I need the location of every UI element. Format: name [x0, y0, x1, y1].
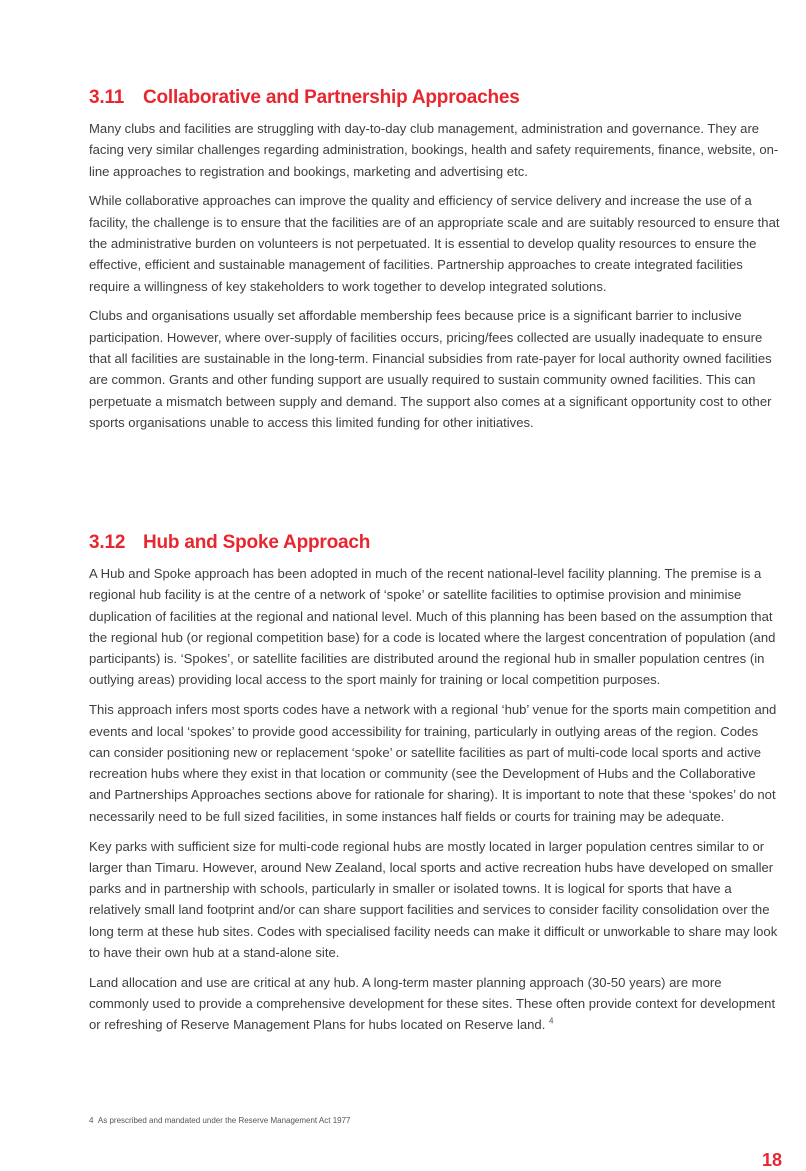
paragraph: Many clubs and facilities are struggling with day-to-day club management, administration and governance. They are facing very similar challenges regarding administration, bookings, health and safety requirements, finance, website, on-line approaches to registration and bookings, marketing and advertising etc. [89, 121, 779, 179]
paragraph: A Hub and Spoke approach has been adopted in much of the recent national-level facility planning. The premise is a regional hub facility is at the centre of a network of ‘spoke’ or satellite facilities to optimise provision and minimise duplication of facilities at the regional and national level. Much of this planning has been based on the assumption that the regional hub (or regional competition base) for a code is located where the largest concentration of population (and participants) is. ‘Spokes’, or satellite facilities are distributed around the regional hub in smaller population centres (in outlying areas) providing local access to the sport mainly for training or local competition purposes. [89, 566, 776, 688]
footnote [89, 1115, 689, 1127]
section-collaborative-partnership [89, 86, 781, 442]
section-title: Hub and Spoke Approach [143, 532, 371, 553]
footnote-reference[interactable]: 4 [549, 1017, 554, 1027]
section-number: 3.11 [89, 87, 125, 108]
page-number: 18 [761, 1150, 782, 1170]
footnote-text: As prescribed and mandated under the Reserve Management Act 1977 [97, 1116, 351, 1125]
section-title: Collaborative and Partnership Approaches [143, 87, 520, 108]
paragraph [89, 972, 781, 1036]
section-heading [89, 531, 781, 555]
paragraph: Key parks with sufficient size for multi-code regional hubs are mostly located in larger population centres similar to or larger than Timaru. However, around New Zealand, local sports and active recreation hubs have developed on smaller parks and in partnership with schools, particularly in smaller or isolated towns. It is logical for sports that have a relatively small land footprint and/or can share support facilities and services to consider facility consolidation over the long term at these hub sites. Codes with specialised facility needs can make it difficult or unworkable to share may look to have their own hub at a stand-alone site. [89, 838, 778, 961]
section-hub-and-spoke [89, 531, 781, 1044]
paragraph-text: Land allocation and use are critical at any hub. A long-term master planning approach (30-50 years) are more commonly used to provide a comprehensive development for these sites. These often provide context for development or refreshing of Reserve Management Plans for hubs located on Reserve land. [89, 974, 776, 1033]
section-heading [89, 86, 781, 110]
paragraph: Clubs and organisations usually set affordable membership fees because price is a significant barrier to inclusive participation. However, where over-supply of facilities occurs, pricing/fees collected are usually inadequate to ensure that all facilities are sustainable in the long-term. Financial subsidies from rate-payer for local authority owned facilities are common. Grants and other funding support are usually required to sustain community owned facilities. This can perpetuate a mismatch between supply and demand. The support also comes at a significant opportunity cost to other sports organisations unable to access this limited funding for other initiatives. [89, 308, 772, 430]
paragraph: While collaborative approaches can improve the quality and efficiency of service delivery and increase the use of a facility, the challenge is to ensure that the facilities are of an appropriate scale and are suitably resourced to ensure that the administrative burden on volunteers is not perpetuated. It is essential to develop quality resources to ensure the effective, efficient and sustainable management of facilities. Partnership approaches to create integrated facilities require a willingness of key stakeholders to work together to develop integrated solutions. [89, 193, 780, 294]
footnote-number: 4 [89, 1116, 94, 1125]
section-number: 3.12 [89, 532, 126, 553]
paragraph: This approach infers most sports codes have a network with a regional ‘hub’ venue for the sports main competition and events and local ‘spokes’ to provide good accessibility for training, particularly in outlying areas of the region. Codes can consider positioning new or replacement ‘spoke’ or satellite facilities as part of multi-code local sports and active recreation hubs where they exist in that location or community (see the Development of Hubs and the Collaborative and Partnerships Approaches sections above for rationale for sharing). It is important to note that these ‘spokes’ do not necessarily need to be full sized facilities, in some instances half fields or courts for training may be adequate. [89, 702, 777, 824]
